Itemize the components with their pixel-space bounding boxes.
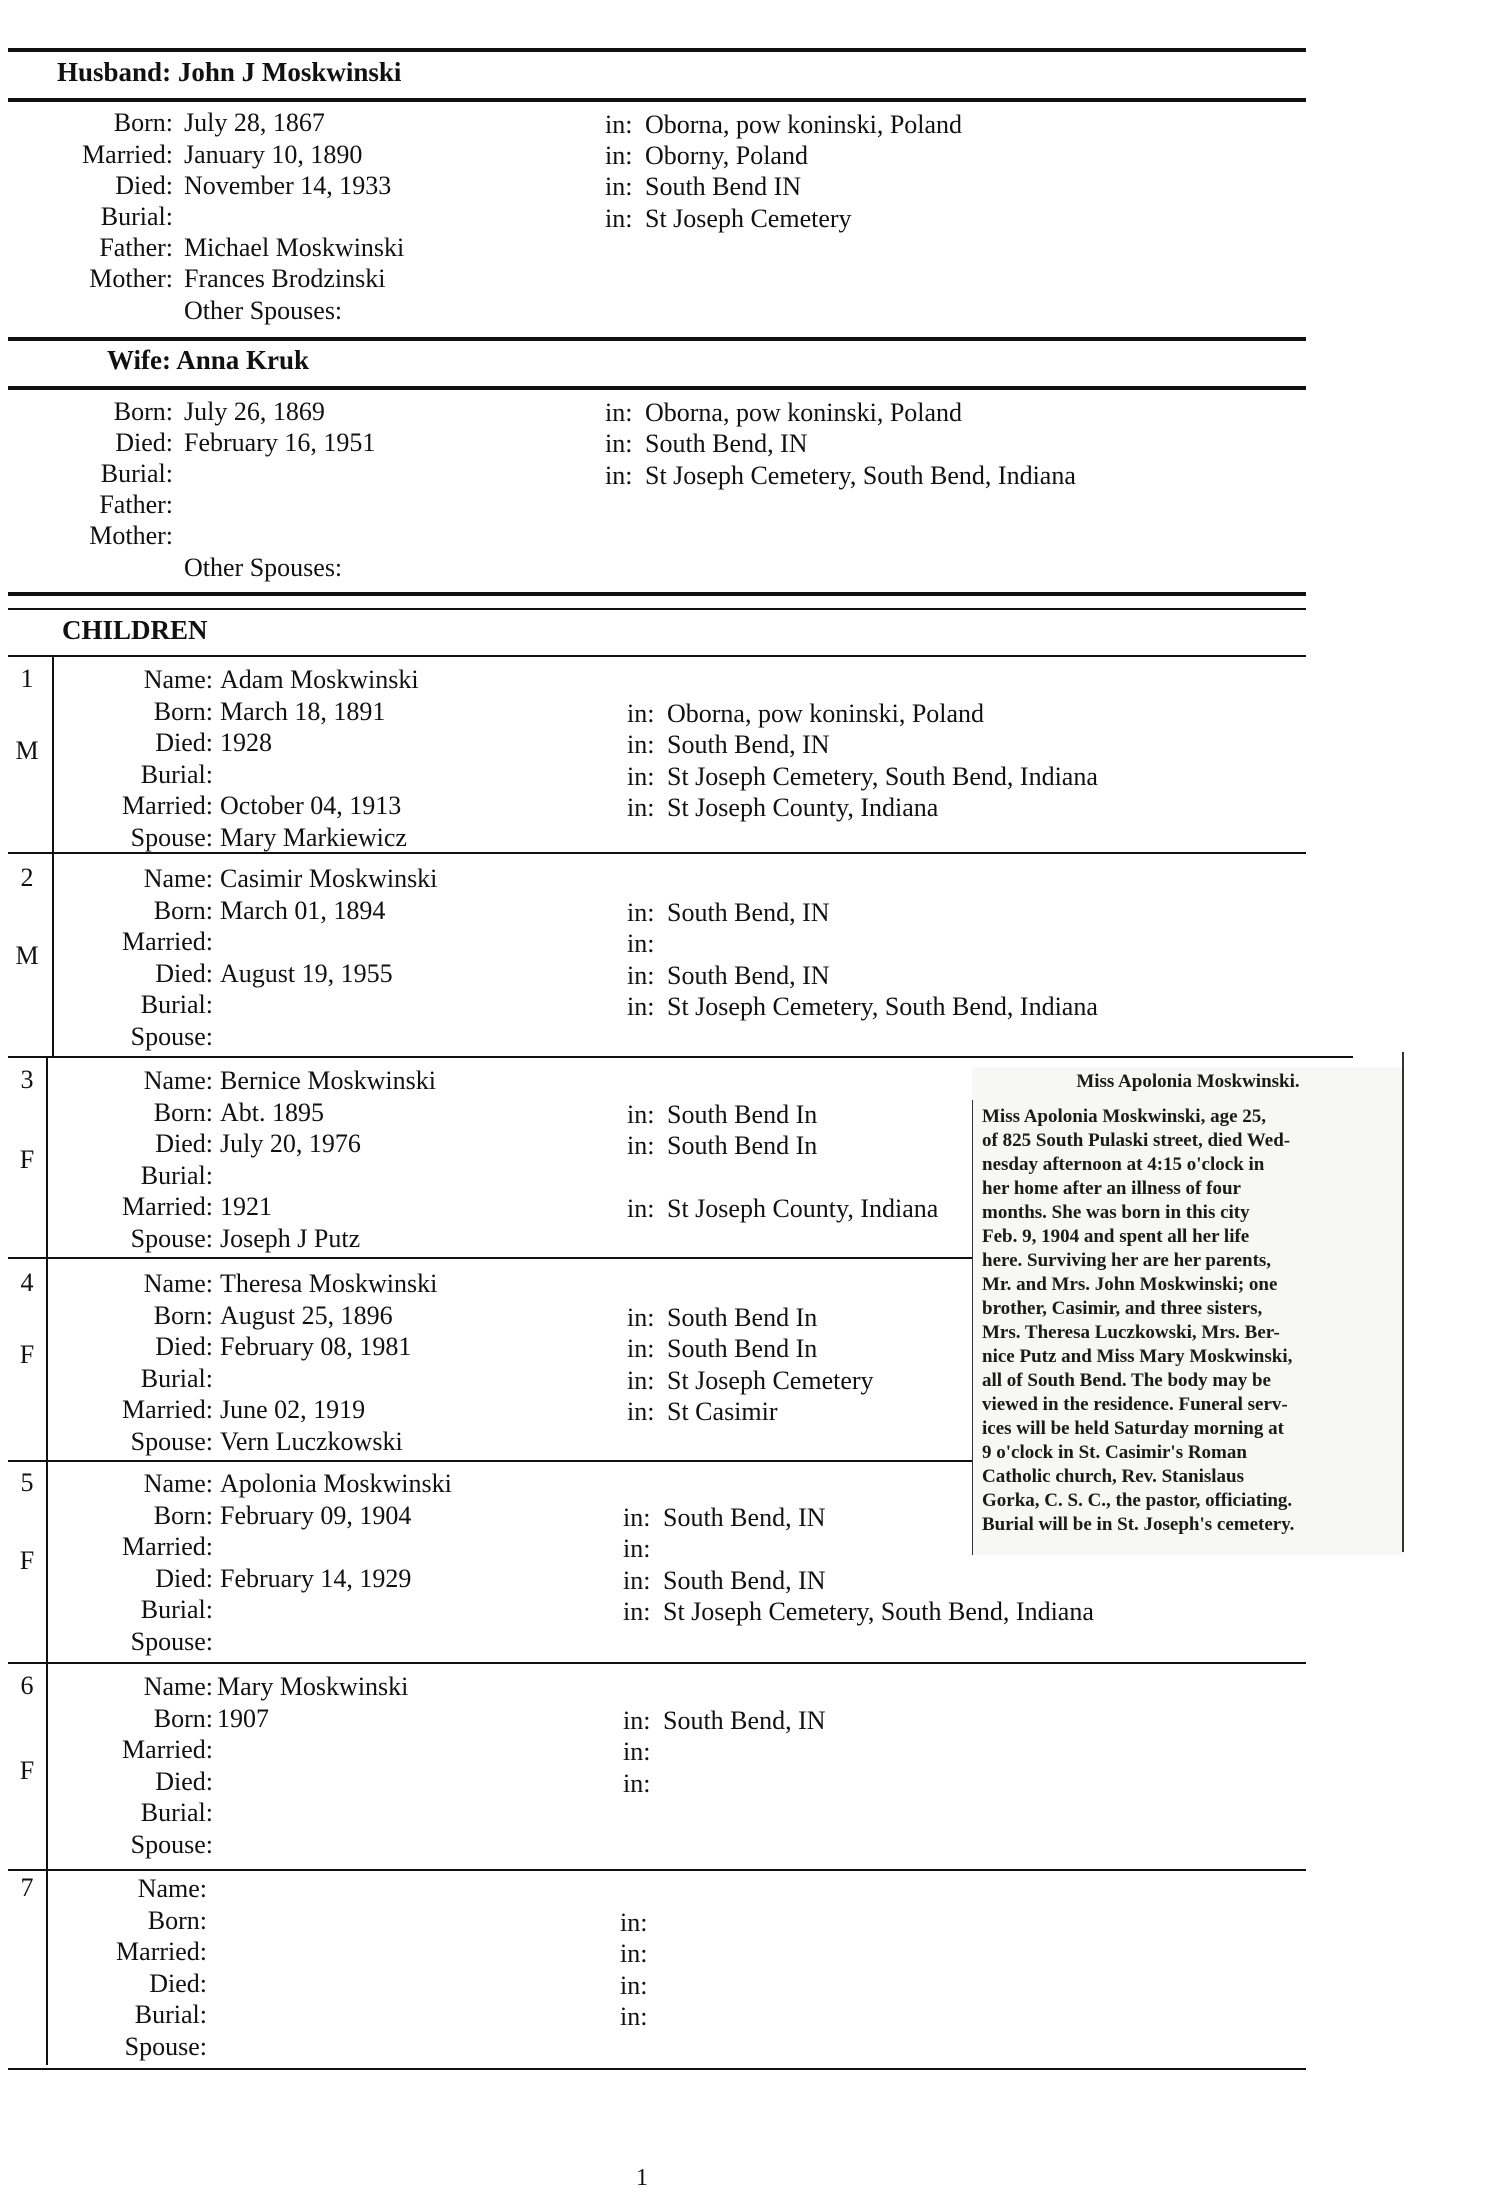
wife-other-spouses: Other Spouses:	[184, 553, 343, 582]
child-in-label: in:	[627, 1303, 655, 1332]
child-number: 3	[20, 1065, 34, 1094]
child-field-value: June 02, 1919	[220, 1395, 366, 1424]
child-field-value: July 20, 1976	[220, 1129, 361, 1158]
wife-burial-label: Burial:	[100, 459, 173, 488]
child-field-value: February 08, 1981	[220, 1332, 412, 1361]
child-field-label: Burial:	[140, 990, 213, 1019]
child-in-label: in:	[623, 1737, 651, 1766]
children-heading: CHILDREN	[62, 615, 208, 645]
child-field-value: Mary Markiewicz	[220, 823, 407, 852]
clipping-line: Mrs. Theresa Luczkowski, Mrs. Ber-	[982, 1322, 1280, 1343]
clipping-line: 9 o'clock in St. Casimir's Roman	[982, 1442, 1247, 1463]
child-field-value: October 04, 1913	[220, 791, 402, 820]
child-place: South Bend In	[667, 1131, 818, 1160]
child-in-label: in:	[627, 762, 655, 791]
child-sep-7	[8, 2068, 1306, 2070]
child-in-label: in:	[620, 1908, 648, 1937]
child-field-label: Married:	[122, 791, 213, 820]
clipping-line: months. She was born in this city	[982, 1202, 1250, 1223]
wife-died-place: South Bend, IN	[645, 429, 808, 458]
wife-born-in: in:	[605, 398, 633, 427]
child-field-label: Died:	[155, 1767, 213, 1796]
child-in-label: in:	[627, 929, 655, 958]
child-field-value: Apolonia Moskwinski	[220, 1469, 452, 1498]
gutter-line-top	[52, 657, 54, 1057]
child-field-value: 1907	[217, 1704, 269, 1733]
child-field-label: Name:	[137, 1874, 207, 1903]
child-in-label: in:	[627, 793, 655, 822]
wife-name: Anna Kruk	[176, 345, 310, 375]
husband-heading	[57, 56, 401, 88]
child-field-value: 1921	[220, 1192, 272, 1221]
child-place: Oborna, pow koninski, Poland	[667, 699, 985, 728]
child-sex: F	[19, 1340, 35, 1369]
child-field-label: Spouse:	[130, 823, 213, 852]
child-sep-6	[8, 1869, 1306, 1871]
child-number: 2	[20, 863, 34, 892]
child-in-label: in:	[627, 699, 655, 728]
child-field-value: 1928	[220, 728, 272, 757]
husband-married-place: Oborny, Poland	[645, 141, 808, 170]
child-place: South Bend In	[667, 1303, 818, 1332]
child-field-value: Theresa Moskwinski	[220, 1269, 438, 1298]
child-place: South Bend, IN	[667, 898, 830, 927]
child-field-label: Burial:	[140, 1161, 213, 1190]
child-field-label: Born:	[153, 1301, 213, 1330]
child-in-label: in:	[627, 898, 655, 927]
child-number: 7	[20, 1873, 34, 1902]
wife-died-value: February 16, 1951	[184, 428, 376, 457]
husband-name: John J Moskwinski	[177, 57, 402, 87]
wife-born-label: Born:	[113, 397, 173, 426]
child-in-label: in:	[627, 1334, 655, 1363]
wife-rule-top	[8, 337, 1306, 341]
child-place: South Bend, IN	[663, 1503, 826, 1532]
child-place: South Bend, IN	[663, 1566, 826, 1595]
child-field-label: Died:	[155, 1564, 213, 1593]
child-field-label: Name:	[143, 1269, 213, 1298]
child-field-label: Married:	[122, 1735, 213, 1764]
child-in-label: in:	[627, 1194, 655, 1223]
child-sex: F	[19, 1756, 35, 1785]
clipping-edge-right	[1402, 1052, 1404, 1552]
child-field-value: Adam Moskwinski	[220, 665, 419, 694]
child-in-label: in:	[627, 1100, 655, 1129]
child-field-label: Burial:	[140, 1798, 213, 1827]
child-in-label: in:	[627, 961, 655, 990]
child-field-label: Married:	[122, 1395, 213, 1424]
child-field-label: Spouse:	[130, 1830, 213, 1859]
husband-other-spouses: Other Spouses:	[184, 296, 343, 325]
page-number: 1	[636, 2165, 648, 2191]
child-in-label: in:	[623, 1534, 651, 1563]
husband-burial-place: St Joseph Cemetery	[645, 204, 852, 233]
husband-born-in: in:	[605, 110, 633, 139]
child-field-label: Spouse:	[130, 1224, 213, 1253]
children-heading-rule	[8, 655, 1306, 657]
child-in-label: in:	[627, 1366, 655, 1395]
child-field-label: Spouse:	[124, 2032, 207, 2061]
child-in-label: in:	[627, 992, 655, 1021]
husband-died-value: November 14, 1933	[184, 171, 392, 200]
child-field-label: Burial:	[140, 1364, 213, 1393]
child-field-label: Died:	[155, 959, 213, 988]
clipping-line: viewed in the residence. Funeral serv-	[982, 1394, 1288, 1415]
husband-born-value: July 28, 1867	[184, 108, 325, 137]
child-sex: M	[15, 736, 39, 765]
husband-mother-value: Frances Brodzinski	[184, 264, 386, 293]
child-field-label: Died:	[155, 1332, 213, 1361]
child-field-value: February 14, 1929	[220, 1564, 412, 1593]
husband-father-value: Michael Moskwinski	[184, 233, 405, 262]
child-sep-2	[8, 1056, 1353, 1058]
clipping-line: nesday afternoon at 4:15 o'clock in	[982, 1154, 1265, 1175]
child-field-value: August 25, 1896	[220, 1301, 393, 1330]
wife-burial-in: in:	[605, 461, 633, 490]
wife-heading-label: Wife:	[107, 345, 171, 375]
husband-born-place: Oborna, pow koninski, Poland	[645, 110, 963, 139]
child-in-label: in:	[623, 1503, 651, 1532]
husband-died-place: South Bend IN	[645, 172, 801, 201]
child-number: 1	[20, 664, 34, 693]
child-field-label: Spouse:	[130, 1627, 213, 1656]
children-rule-top	[8, 592, 1306, 596]
child-place: St Casimir	[667, 1397, 778, 1426]
child-field-value: Casimir Moskwinski	[220, 864, 438, 893]
child-in-label: in:	[627, 1131, 655, 1160]
clipping-line: Mr. and Mrs. John Moskwinski; one	[982, 1274, 1278, 1295]
child-sex: F	[19, 1546, 35, 1575]
clipping-line: Gorka, C. S. C., the pastor, officiating.	[982, 1490, 1293, 1511]
husband-died-label: Died:	[115, 171, 173, 200]
wife-died-label: Died:	[115, 428, 173, 457]
child-field-value: March 18, 1891	[220, 697, 386, 726]
clipping-line: here. Surviving her are her parents,	[982, 1250, 1272, 1271]
child-field-label: Born:	[153, 1704, 213, 1733]
husband-married-in: in:	[605, 141, 633, 170]
child-field-label: Died:	[149, 1969, 207, 1998]
child-field-value: Vern Luczkowski	[220, 1427, 403, 1456]
child-field-label: Married:	[122, 1532, 213, 1561]
child-field-label: Died:	[155, 728, 213, 757]
child-sep-4	[8, 1460, 972, 1462]
obituary-clipping	[972, 1067, 1404, 1555]
child-field-label: Born:	[153, 1501, 213, 1530]
husband-born-label: Born:	[113, 108, 173, 137]
child-in-label: in:	[620, 1939, 648, 1968]
child-sep-3	[8, 1257, 972, 1259]
child-place: South Bend, IN	[667, 730, 830, 759]
child-in-label: in:	[627, 730, 655, 759]
clipping-line: all of South Bend. The body may be	[982, 1370, 1271, 1391]
child-field-label: Spouse:	[130, 1427, 213, 1456]
child-field-label: Born:	[153, 1098, 213, 1127]
child-field-label: Married:	[116, 1937, 207, 1966]
clipping-line: Burial will be in St. Joseph's cemetery.	[982, 1514, 1295, 1535]
child-number: 5	[20, 1468, 34, 1497]
wife-heading	[107, 344, 309, 376]
child-field-label: Name:	[143, 1672, 213, 1701]
child-place: South Bend, IN	[663, 1706, 826, 1735]
child-field-value: August 19, 1955	[220, 959, 393, 988]
child-place: St Joseph Cemetery, South Bend, Indiana	[667, 762, 1098, 791]
husband-died-in: in:	[605, 172, 633, 201]
children-rule-top-2	[8, 608, 1306, 610]
child-place: St Joseph Cemetery, South Bend, Indiana	[663, 1597, 1094, 1626]
child-sex: F	[19, 1145, 35, 1174]
clipping-line: of 825 South Pulaski street, died Wed-	[982, 1130, 1291, 1151]
child-field-label: Died:	[155, 1129, 213, 1158]
child-field-label: Name:	[143, 1066, 213, 1095]
child-field-label: Name:	[143, 1469, 213, 1498]
child-place: St Joseph Cemetery, South Bend, Indiana	[667, 992, 1098, 1021]
child-place: South Bend, IN	[667, 961, 830, 990]
child-place: St Joseph County, Indiana	[667, 793, 939, 822]
child-field-label: Burial:	[140, 1595, 213, 1624]
wife-born-place: Oborna, pow koninski, Poland	[645, 398, 963, 427]
child-in-label: in:	[620, 1971, 648, 2000]
husband-mother-label: Mother:	[89, 264, 173, 293]
child-in-label: in:	[620, 2002, 648, 2031]
child-field-value: Bernice Moskwinski	[220, 1066, 436, 1095]
husband-married-value: January 10, 1890	[184, 140, 363, 169]
clipping-line: Feb. 9, 1904 and spent all her life	[982, 1226, 1250, 1247]
child-in-label: in:	[623, 1597, 651, 1626]
child-field-label: Married:	[122, 927, 213, 956]
child-place: St Joseph Cemetery	[667, 1366, 874, 1395]
husband-heading-label: Husband:	[57, 57, 172, 87]
child-field-label: Born:	[153, 697, 213, 726]
husband-rule	[8, 98, 1306, 102]
clipping-title: Miss Apolonia Moskwinski.	[1076, 1071, 1300, 1092]
wife-burial-place: St Joseph Cemetery, South Bend, Indiana	[645, 461, 1076, 490]
child-in-label: in:	[623, 1769, 651, 1798]
husband-burial-label: Burial:	[100, 202, 173, 231]
child-place: South Bend In	[667, 1334, 818, 1363]
husband-father-label: Father:	[99, 233, 173, 262]
child-in-label: in:	[623, 1566, 651, 1595]
wife-rule	[8, 386, 1306, 390]
wife-father-label: Father:	[99, 490, 173, 519]
clipping-line: nice Putz and Miss Mary Moskwinski,	[982, 1346, 1293, 1367]
child-field-value: March 01, 1894	[220, 896, 386, 925]
child-field-label: Born:	[153, 896, 213, 925]
child-number: 6	[20, 1671, 34, 1700]
clipping-line: Catholic church, Rev. Stanislaus	[982, 1466, 1244, 1487]
child-field-label: Married:	[122, 1192, 213, 1221]
child-field-value: Mary Moskwinski	[217, 1672, 409, 1701]
clipping-edge-left	[972, 1100, 973, 1555]
child-field-value: Joseph J Putz	[220, 1224, 361, 1253]
child-in-label: in:	[627, 1397, 655, 1426]
child-field-label: Burial:	[140, 760, 213, 789]
child-place: South Bend In	[667, 1100, 818, 1129]
child-sex: M	[15, 941, 39, 970]
clipping-line: ices will be held Saturday morning at	[982, 1418, 1284, 1439]
child-field-value: February 09, 1904	[220, 1501, 412, 1530]
child-sep-5	[8, 1662, 1306, 1664]
child-number: 4	[20, 1268, 34, 1297]
clipping-line: her home after an illness of four	[982, 1178, 1241, 1199]
husband-burial-in: in:	[605, 204, 633, 233]
child-place: St Joseph County, Indiana	[667, 1194, 939, 1223]
wife-born-value: July 26, 1869	[184, 397, 325, 426]
clipping-line: Miss Apolonia Moskwinski, age 25,	[982, 1106, 1266, 1127]
child-in-label: in:	[623, 1706, 651, 1735]
child-field-label: Born:	[147, 1906, 207, 1935]
wife-died-in: in:	[605, 429, 633, 458]
husband-married-label: Married:	[82, 140, 173, 169]
clipping-line: brother, Casimir, and three sisters,	[982, 1298, 1263, 1319]
top-rule	[8, 48, 1306, 52]
child-field-value: Abt. 1895	[220, 1098, 324, 1127]
child-field-label: Name:	[143, 864, 213, 893]
child-field-label: Spouse:	[130, 1022, 213, 1051]
child-field-label: Name:	[143, 665, 213, 694]
wife-mother-label: Mother:	[89, 521, 173, 550]
child-field-label: Burial:	[134, 2000, 207, 2029]
